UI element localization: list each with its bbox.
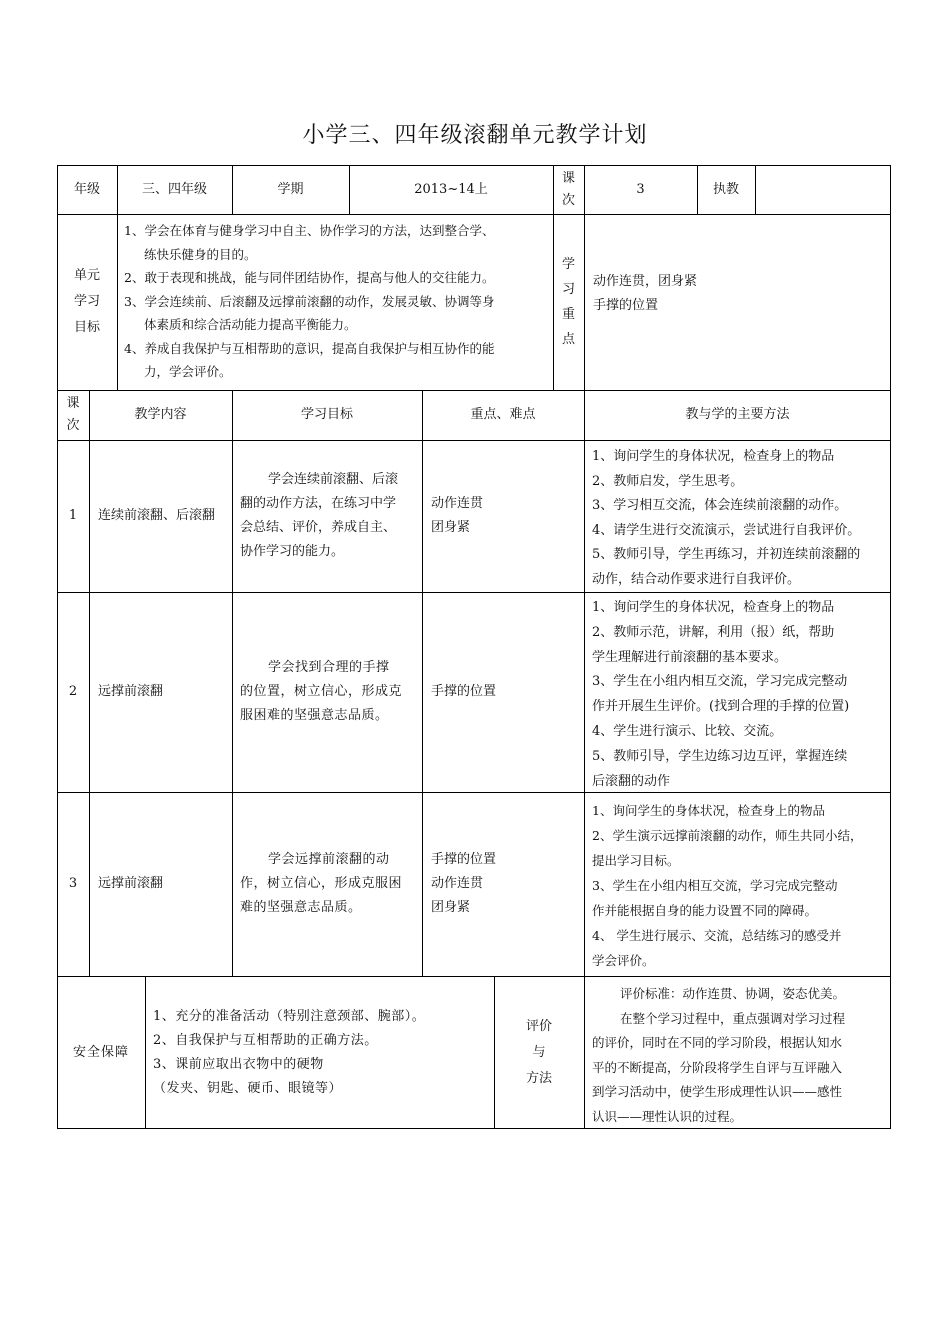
- lesson-method-line: 2、教师启发，学生思考。: [592, 473, 744, 489]
- term-value: 2013~14上: [414, 181, 488, 197]
- lessons-label-1: 课: [561, 170, 575, 186]
- lesson-method-line: 后滚翻的动作: [592, 773, 671, 789]
- focus-line: 手撑的位置: [593, 298, 659, 313]
- divider: [145, 976, 146, 1129]
- lesson-key-line: 手撑的位置: [431, 684, 497, 699]
- lesson-method-line: 作并开展生生评价。(找到合理的手撑的位置): [592, 699, 850, 715]
- lesson-goal: [240, 440, 420, 592]
- safety-label: 安全保障: [72, 1044, 129, 1060]
- lesson-goal-line: 难的坚强意志品质。: [240, 900, 362, 915]
- teacher-value: [755, 165, 891, 214]
- header-lesson-2: 次: [66, 418, 80, 433]
- lesson-method: [592, 445, 890, 591]
- lesson-method-line: 3、学生在小组内相互交流，学习完成完整动: [592, 674, 848, 690]
- lessons-value: 3: [636, 181, 645, 197]
- lesson-method: [592, 798, 890, 974]
- evaluation-line: 在整个学习过程中，重点强调对学习过程: [620, 1010, 846, 1026]
- lesson-key-line: 手撑的位置: [431, 852, 497, 867]
- lesson-goal-line: 学会远撑前滚翻的动: [268, 852, 390, 867]
- lesson-method-line: 动作，结合动作要求进行自我评价。: [592, 571, 801, 587]
- lesson-method-line: 3、学生在小组内相互交流，学习完成完整动: [592, 878, 838, 893]
- lesson-method-line: 1、询问学生的身体状况，检查身上的物品: [592, 600, 835, 615]
- lesson-method-line: 2、教师示范，讲解，利用（报）纸，帮助: [592, 624, 835, 640]
- unit-goal-line: 练快乐健身的目的。: [144, 246, 257, 262]
- grade-value: 三、四年级: [141, 181, 207, 197]
- focus-label-char: 重: [561, 307, 575, 322]
- unit-goal-line: 4、养成自我保护与互相帮助的意识，提高自我保护与相互协作的能: [124, 340, 495, 356]
- lesson-method-line: 作并能根据自身的能力设置不同的障碍。: [592, 903, 818, 918]
- lesson-method-line: 4、请学生进行交流演示，尝试进行自我评价。: [592, 522, 861, 538]
- lesson-goal-line: 的位置，树立信心，形成克: [240, 684, 403, 699]
- evaluation-label-line: 与: [532, 1044, 546, 1060]
- term-label: 学期: [277, 181, 304, 197]
- lesson-num: 2: [68, 684, 78, 699]
- focus-text: [593, 214, 883, 374]
- lesson-method-line: 1、询问学生的身体状况，检查身上的物品: [592, 449, 835, 464]
- lesson-method-line: 提出学习目标。: [592, 853, 680, 868]
- lesson-method-line: 5、教师引导，学生边练习边互评，掌握连续: [592, 748, 848, 764]
- evaluation-label-line: 评价: [525, 1018, 552, 1034]
- evaluation-line: 平的不断提高，分阶段将学生自评与互评融入: [592, 1059, 843, 1075]
- lesson-method-line: 4、学生进行演示、比较、交流。: [592, 723, 783, 739]
- lesson-goal-line: 学会连续前滚翻、后滚: [268, 472, 399, 487]
- lesson-key: [431, 592, 581, 792]
- lesson-num: 3: [68, 876, 78, 891]
- page-title: 小学三、四年级滚翻单元教学计划: [302, 123, 648, 148]
- lesson-key-line: 动作连贯: [431, 496, 484, 511]
- lesson-goal-line: 会总结、评价，养成自主、: [240, 520, 397, 535]
- header-method: 教与学的主要方法: [685, 407, 790, 422]
- lesson-key-line: 团身紧: [431, 520, 471, 535]
- lesson-key-line: 动作连贯: [431, 876, 484, 891]
- lesson-content: 远撑前滚翻: [98, 684, 164, 699]
- unit-goal-line: 力，学会评价。: [144, 364, 232, 379]
- lesson-goal-line: 学会找到合理的手撑: [268, 660, 390, 675]
- header-key: 重点、难点: [470, 407, 536, 422]
- evaluation-line: 到学习活动中，使学生形成理性认识——感性: [592, 1084, 843, 1099]
- evaluation-line: 的评价，同时在不同的学习阶段，根据认知水: [592, 1035, 843, 1050]
- header-content: 教学内容: [134, 407, 187, 422]
- safety-line: 3、课前应取出衣物中的硬物: [153, 1056, 324, 1072]
- header-lesson-1: 课: [66, 396, 80, 411]
- divider: [422, 390, 423, 976]
- divider: [232, 390, 233, 976]
- unit-goals-label-3: 目标: [73, 320, 100, 335]
- lessons-label: [553, 165, 584, 214]
- unit-goal-line: 1、学会在体育与健身学习中自主、协作学习的方法，达到整合学、: [124, 223, 495, 238]
- focus-label: [553, 214, 584, 390]
- divider: [117, 214, 118, 390]
- lesson-method-line: 1、询问学生的身体状况，检查身上的物品: [592, 803, 825, 818]
- lesson-goal-line: 服困难的坚强意志品质。: [240, 708, 389, 723]
- lesson-content: 连续前滚翻、后滚翻: [98, 508, 216, 523]
- safety-line: 1、充分的准备活动（特别注意颈部、腕部）。: [153, 1008, 426, 1024]
- grade-label: 年级: [73, 181, 100, 197]
- focus-line: 动作连贯，团身紧: [593, 274, 698, 289]
- unit-goals-label-1: 单元: [73, 268, 100, 283]
- teacher-label: 执教: [712, 181, 739, 197]
- safety-text: [153, 976, 493, 1129]
- evaluation-line: 认识——理性认识的过程。: [592, 1108, 743, 1124]
- lesson-method-line: 2、学生演示远撑前滚翻的动作，师生共同小结，: [592, 828, 863, 843]
- lessons-label-2: 次: [561, 192, 575, 208]
- header-goal: 学习目标: [300, 407, 353, 422]
- lesson-content: 远撑前滚翻: [98, 876, 164, 891]
- unit-goal-line: 体素质和综合活动能力提高平衡能力。: [144, 317, 357, 332]
- lesson-key: [431, 440, 581, 592]
- lesson-goal: [240, 592, 420, 792]
- lesson-goal-line: 协作学习的能力。: [240, 544, 345, 559]
- divider: [584, 390, 585, 1129]
- lesson-method-line: 学会评价。: [592, 953, 655, 968]
- lesson-method: [592, 596, 890, 790]
- evaluation-line: 评价标准：动作连贯、协调，姿态优美。: [620, 986, 846, 1001]
- divider: [89, 390, 90, 976]
- evaluation-label-line: 方法: [525, 1070, 552, 1086]
- lesson-goal-line: 作，树立信心，形成克服困: [240, 876, 403, 891]
- focus-label-char: 学: [561, 257, 575, 272]
- lesson-num: 1: [68, 508, 78, 523]
- unit-goals-label-2: 学习: [73, 294, 100, 309]
- focus-label-char: 习: [561, 282, 575, 297]
- header-lesson: [57, 390, 89, 440]
- unit-goals-label: [57, 214, 117, 390]
- safety-line: 2、自我保护与互相帮助的正确方法。: [153, 1032, 378, 1048]
- safety-line: （发夹、钥匙、硬币、眼镜等）: [153, 1080, 343, 1096]
- lesson-key: [431, 792, 581, 976]
- evaluation-label: [494, 976, 584, 1129]
- unit-goal-line: 3、学会连续前、后滚翻及远撑前滚翻的动作，发展灵敏、协调等身: [124, 293, 495, 309]
- unit-goals-text: [124, 219, 552, 389]
- evaluation-text: [592, 982, 890, 1126]
- lesson-method-line: 3、学习相互交流，体会连续前滚翻的动作。: [592, 498, 848, 513]
- unit-goal-line: 2、敢于表现和挑战，能与同伴团结协作，提高与他人的交往能力。: [124, 270, 495, 285]
- lesson-goal-line: 翻的动作方法，在练习中学: [240, 496, 397, 511]
- lesson-goal: [240, 792, 420, 976]
- lesson-method-line: 学生理解进行前滚翻的基本要求。: [592, 649, 788, 665]
- lesson-method-line: 5、教师引导，学生再练习，并初连续前滚翻的: [592, 547, 861, 562]
- lesson-method-line: 4、 学生进行展示、交流，总结练习的感受并: [592, 928, 842, 943]
- lesson-key-line: 团身紧: [431, 900, 471, 915]
- focus-label-char: 点: [561, 332, 575, 347]
